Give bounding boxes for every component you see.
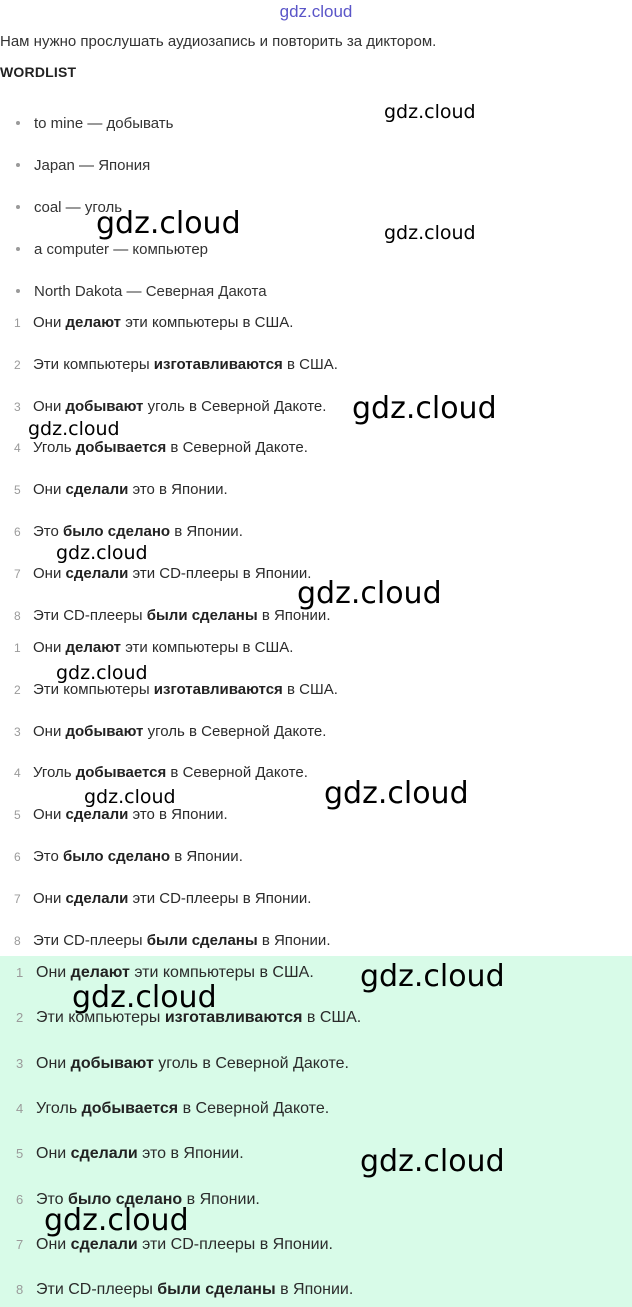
sentence-text: Эти CD-плееры xyxy=(33,606,147,624)
wordlist-item-text: coal — уголь xyxy=(34,199,123,216)
sentence-text: Они xyxy=(36,964,71,981)
sentence-body xyxy=(36,1281,353,1298)
bullet-icon xyxy=(16,121,20,125)
sentence-verb-bold: сделали xyxy=(65,481,129,499)
sentence-text: в Японии. xyxy=(275,1281,354,1299)
sentence-body xyxy=(33,890,311,907)
sentence-number: 8 xyxy=(16,1282,24,1298)
sentence-number: 2 xyxy=(14,357,21,372)
sentence-text: Они xyxy=(33,889,66,907)
sentence-row xyxy=(14,523,243,540)
sentence-text: Они xyxy=(33,564,66,582)
sentence-text: в Японии. xyxy=(182,1190,260,1208)
sentence-row xyxy=(16,1100,329,1118)
watermark: gdz.cloud xyxy=(352,391,497,426)
bullet-icon xyxy=(16,247,20,251)
sentence-verb-bold: добывается xyxy=(75,764,167,782)
sentence-number: 1 xyxy=(14,316,21,330)
sentence-verb-bold: добывают xyxy=(70,1054,154,1072)
sentence-number: 7 xyxy=(14,891,21,906)
watermark: gdz.cloud xyxy=(56,662,148,684)
sentence-text: эти компьютеры в США. xyxy=(121,639,294,656)
watermark: gdz.cloud xyxy=(297,576,442,611)
sentence-number: 5 xyxy=(16,1146,24,1162)
intro-text: Нам нужно прослушать аудиозапись и повторить за диктором. xyxy=(0,33,437,50)
sentence-row xyxy=(14,806,228,823)
sentence-verb-bold: добывают xyxy=(65,397,144,415)
sentence-verb-bold: делают xyxy=(65,314,122,331)
wordlist-item xyxy=(16,241,208,258)
sentence-text: уголь в Северной Дакоте. xyxy=(143,397,327,415)
sentence-body xyxy=(36,1145,244,1162)
sentence-body xyxy=(33,806,228,823)
sentence-body xyxy=(33,439,308,456)
wordlist-heading: WORDLIST xyxy=(0,64,77,80)
sentence-text: Уголь xyxy=(33,764,76,782)
sentence-number: 7 xyxy=(14,566,21,581)
sentence-number: 4 xyxy=(14,766,21,781)
sentence-text: Это xyxy=(33,523,63,540)
sentence-number: 6 xyxy=(14,850,21,864)
sentence-number: 2 xyxy=(16,1010,24,1026)
sentence-number: 5 xyxy=(14,808,21,823)
sentence-text: в Северной Дакоте. xyxy=(166,764,308,782)
sentence-body xyxy=(33,848,243,865)
sentence-verb-bold: изготавливаются xyxy=(153,355,283,373)
watermark: gdz.cloud xyxy=(84,786,176,808)
wordlist-item xyxy=(16,115,174,132)
sentence-verb-bold: добывают xyxy=(65,722,144,740)
sentence-text: в Японии. xyxy=(170,848,243,865)
sentence-text: в Японии. xyxy=(170,523,243,540)
sentence-text: в США. xyxy=(302,1009,362,1027)
sentence-body xyxy=(33,764,308,781)
watermark: gdz.cloud xyxy=(72,980,217,1015)
watermark: gdz.cloud xyxy=(324,776,469,811)
watermark: gdz.cloud xyxy=(360,1144,505,1179)
sentence-text: Они xyxy=(33,639,66,656)
bullet-icon xyxy=(16,163,20,167)
sentence-body xyxy=(33,398,326,415)
sentence-number: 3 xyxy=(16,1055,24,1071)
sentence-text: эти CD-плееры в Японии. xyxy=(128,564,312,582)
sentence-number: 5 xyxy=(14,483,21,498)
sentence-row xyxy=(16,1055,349,1073)
sentence-number: 2 xyxy=(14,682,21,697)
watermark: gdz.cloud xyxy=(384,101,476,123)
site-watermark-header: gdz.cloud xyxy=(279,2,353,21)
sentence-text: Это xyxy=(33,848,63,865)
sentence-number: 8 xyxy=(14,608,21,623)
sentence-text: в Японии. xyxy=(257,931,331,949)
watermark: gdz.cloud xyxy=(56,542,148,564)
sentence-text: в Северной Дакоте. xyxy=(178,1099,330,1117)
sentence-text: это в Японии. xyxy=(128,806,228,824)
sentence-number: 4 xyxy=(14,441,21,456)
sentence-verb-bold: делают xyxy=(70,964,130,981)
sentence-text: уголь в Северной Дакоте. xyxy=(143,722,327,740)
sentence-body xyxy=(33,932,330,949)
sentence-text: Эти компьютеры xyxy=(33,680,154,698)
sentence-verb-bold: сделали xyxy=(70,1145,138,1163)
sentence-body xyxy=(33,356,338,373)
sentence-verb-bold: добывается xyxy=(81,1099,179,1117)
sentence-text: Они xyxy=(33,481,66,499)
sentence-verb-bold: добывается xyxy=(75,439,167,457)
wordlist-item-text: Japan — Япония xyxy=(34,157,151,174)
sentence-body xyxy=(33,565,311,582)
sentence-body xyxy=(33,607,330,624)
sentence-verb-bold: изготавливаются xyxy=(153,680,283,698)
sentence-row xyxy=(14,565,311,582)
sentence-text: Они xyxy=(33,722,66,740)
watermark: gdz.cloud xyxy=(44,1203,189,1238)
sentence-verb-bold: сделали xyxy=(70,1235,138,1253)
watermark: gdz.cloud xyxy=(96,206,241,241)
sentence-verb-bold: делают xyxy=(65,639,122,656)
wordlist-item-text: a computer — компьютер xyxy=(34,241,209,258)
sentence-verb-bold: были сделаны xyxy=(146,606,258,624)
sentence-body xyxy=(33,314,293,331)
sentence-number: 4 xyxy=(16,1100,24,1116)
sentence-text: Эти CD-плееры xyxy=(33,931,147,949)
sentence-body xyxy=(36,1236,333,1253)
sentence-body xyxy=(33,481,228,498)
sentence-body xyxy=(36,1100,329,1117)
sentence-row xyxy=(14,723,326,740)
sentence-row xyxy=(14,314,293,331)
sentence-body xyxy=(33,639,293,656)
sentence-text: Они xyxy=(33,397,66,415)
watermark: gdz.cloud xyxy=(28,418,120,440)
sentence-text: Они xyxy=(33,806,66,824)
sentence-row xyxy=(14,607,330,624)
sentence-verb-bold: изготавливаются xyxy=(164,1009,303,1027)
sentence-row xyxy=(16,1145,244,1163)
sentence-text: Они xyxy=(36,1145,71,1163)
sentence-text: Они xyxy=(36,1054,71,1072)
sentence-row xyxy=(16,1281,353,1299)
sentence-text: эти CD-плееры в Японии. xyxy=(128,889,312,907)
sentence-text: Эти компьютеры xyxy=(36,1009,165,1027)
sentence-text: эти компьютеры в США. xyxy=(121,314,294,331)
sentence-row xyxy=(14,481,228,498)
wordlist-item xyxy=(16,283,267,300)
sentence-verb-bold: было сделано xyxy=(63,848,171,865)
sentence-text: Уголь xyxy=(33,439,76,457)
sentence-row xyxy=(14,764,308,781)
sentence-number: 3 xyxy=(14,399,21,414)
sentence-text: Эти компьютеры xyxy=(33,355,154,373)
sentence-text: в США. xyxy=(282,680,338,698)
sentence-body xyxy=(36,964,314,981)
sentence-number: 7 xyxy=(16,1236,24,1252)
sentence-number: 6 xyxy=(16,1191,24,1207)
watermark: gdz.cloud xyxy=(384,222,476,244)
sentence-verb-bold: были сделаны xyxy=(157,1281,276,1299)
sentence-row xyxy=(14,398,326,415)
sentence-text: эти компьютеры в США. xyxy=(129,964,314,981)
sentence-verb-bold: были сделаны xyxy=(146,931,258,949)
sentence-body xyxy=(36,1055,349,1072)
sentence-text: в Северной Дакоте. xyxy=(166,439,308,457)
watermark: gdz.cloud xyxy=(360,959,505,994)
sentence-text: это в Японии. xyxy=(128,481,228,499)
sentence-text: Они xyxy=(33,314,66,331)
sentence-verb-bold: было сделано xyxy=(68,1190,183,1208)
sentence-text: эти CD-плееры в Японии. xyxy=(137,1235,333,1253)
sentence-text: Уголь xyxy=(36,1099,82,1117)
bullet-icon xyxy=(16,289,20,293)
sentence-number: 1 xyxy=(14,641,21,655)
sentence-text: Эти CD-плееры xyxy=(36,1281,158,1299)
sentence-number: 1 xyxy=(16,965,24,980)
sentence-row xyxy=(14,932,330,949)
wordlist-item xyxy=(16,157,150,174)
sentence-number: 8 xyxy=(14,933,21,948)
sentence-text: в США. xyxy=(282,355,338,373)
sentence-row xyxy=(14,890,311,907)
sentence-row xyxy=(16,1236,333,1254)
sentence-text: Это xyxy=(36,1190,68,1208)
sentence-row xyxy=(14,356,338,373)
sentence-text: это в Японии. xyxy=(137,1145,244,1163)
wordlist-item-text: North Dakota — Северная Дакота xyxy=(34,283,267,300)
sentence-number: 6 xyxy=(14,525,21,539)
wordlist-item-text: to mine — добывать xyxy=(34,115,174,132)
sentence-verb-bold: сделали xyxy=(65,564,129,582)
sentence-row xyxy=(14,848,243,865)
sentence-text: Они xyxy=(36,1235,71,1253)
sentence-text: в Японии. xyxy=(257,606,331,624)
sentence-body xyxy=(33,723,326,740)
sentence-body xyxy=(33,523,243,540)
sentence-number: 3 xyxy=(14,724,21,739)
sentence-text: уголь в Северной Дакоте. xyxy=(153,1054,349,1072)
sentence-row xyxy=(14,639,293,656)
sentence-verb-bold: было сделано xyxy=(63,523,171,540)
sentence-row xyxy=(14,439,308,456)
sentence-verb-bold: сделали xyxy=(65,889,129,907)
sentence-verb-bold: сделали xyxy=(65,806,129,824)
bullet-icon xyxy=(16,205,20,209)
